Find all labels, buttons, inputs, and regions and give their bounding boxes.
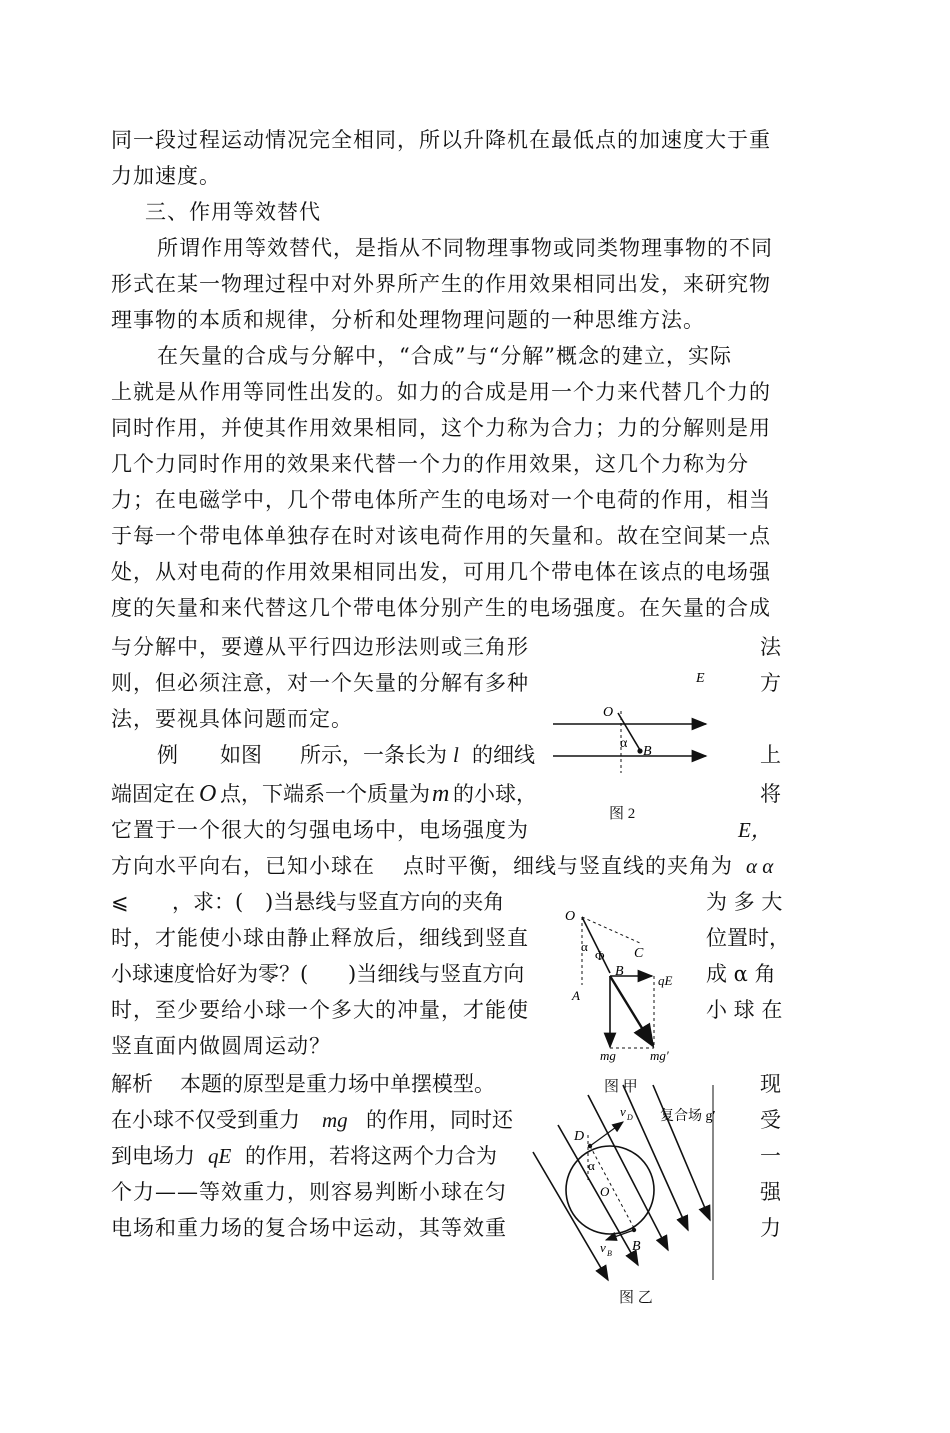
figure-yi bbox=[528, 1080, 728, 1290]
text-line-20-right: E， bbox=[738, 818, 772, 842]
text-line-27-right: 现 bbox=[760, 1072, 781, 1096]
text-line-18-c: 所示，一条长为 bbox=[300, 743, 447, 767]
var-qE: qE bbox=[208, 1144, 232, 1168]
figure-jia-caption: 图 甲 bbox=[604, 1079, 638, 1095]
label-B: B bbox=[643, 744, 652, 759]
vD-arrow bbox=[590, 1122, 623, 1146]
text-line-23: 时，才能使小球由静止释放后，细线到竖直 bbox=[111, 926, 529, 950]
text-line-12: 于每一个带电体单独存在时对该电荷作用的矢量和。故在空间某一点 bbox=[111, 524, 771, 548]
point-B bbox=[632, 1228, 636, 1232]
vB-arrow bbox=[606, 1230, 634, 1240]
text-line-7: 在矢量的合成与分解中，“合成”与“分解”概念的建立，实际 bbox=[157, 344, 732, 368]
text-line-20: 它置于一个很大的匀强电场中，电场强度为 bbox=[111, 818, 529, 842]
text-line-24-b: )当细线与竖直方向 bbox=[348, 962, 525, 986]
text-line-22-a: ⩽ bbox=[111, 890, 129, 914]
text-line-31: 电场和重力场的复合场中运动，其等效重 bbox=[111, 1216, 507, 1240]
text-line-24-a: 小球速度恰好为零？( bbox=[111, 962, 309, 986]
text-line-21-right: α α bbox=[746, 854, 774, 878]
text-line-4: 所谓作用等效替代，是指从不同物理事物或同类物理事物的不同 bbox=[157, 236, 773, 260]
text-line-27-b: 本题的原型是重力场中单摆模型。 bbox=[180, 1072, 495, 1096]
label-O: O bbox=[600, 1184, 610, 1199]
label-D: D bbox=[574, 1129, 585, 1144]
text-line-25-right: 小 球 在 bbox=[706, 998, 783, 1022]
text-line-16-right: 方 bbox=[760, 671, 781, 695]
text-line-13: 处，从对电荷的作用效果相同出发，可用几个带电体在该点的电场强 bbox=[111, 560, 771, 584]
text-line-24-right: 成 α 角 bbox=[706, 962, 776, 986]
analysis-label: 解析 bbox=[111, 1072, 153, 1096]
point-D bbox=[588, 1144, 592, 1148]
text-line-15: 与分解中，要遵从平行四边形法则或三角形 bbox=[111, 635, 529, 659]
text-line-19-c: 的小球， bbox=[453, 782, 537, 806]
diameter-dashed bbox=[590, 1146, 634, 1228]
label-B: B bbox=[632, 1239, 641, 1254]
text-line-29-a: 到电场力 bbox=[111, 1144, 195, 1168]
text-line-21-a: 方向水平向右，已知小球在 bbox=[111, 854, 375, 878]
text-line-1: 同一段过程运动情况完全相同，所以升降机在最低点的加速度大于重 bbox=[111, 128, 771, 152]
text-line-19-a: 端固定在 bbox=[111, 782, 195, 806]
text-line-30-right: 强 bbox=[760, 1180, 781, 1204]
ball bbox=[637, 748, 642, 753]
field-line-5 bbox=[653, 1085, 710, 1220]
text-line-31-right: 力 bbox=[760, 1216, 781, 1240]
dashed-OC bbox=[582, 917, 640, 943]
circular-path bbox=[566, 1146, 654, 1234]
text-line-11: 力；在电磁学中，几个带电体所产生的电场对一个电荷的作用，相当 bbox=[111, 488, 771, 512]
label-qE: qE bbox=[658, 973, 673, 988]
var-m: m bbox=[432, 781, 450, 807]
label-vB: v bbox=[600, 1240, 606, 1255]
label-alpha: α bbox=[620, 736, 628, 751]
figure-yi-caption: 图 乙 bbox=[619, 1290, 653, 1306]
text-line-16: 则，但必须注意，对一个矢量的分解有多种 bbox=[111, 671, 529, 695]
text-line-8: 上就是从作用等同性出发的。如力的合成是用一个力来代替几个力的 bbox=[111, 380, 771, 404]
label-E: E bbox=[696, 671, 705, 686]
label-vD-sub: D bbox=[627, 1113, 633, 1122]
text-line-6: 理事物的本质和规律，分析和处理物理问题的一种思维方法。 bbox=[111, 308, 705, 332]
text-line-5: 形式在某一物理过程中对外界所产生的作用效果相同出发，来研究物 bbox=[111, 272, 771, 296]
text-line-28-b: 的作用，同时还 bbox=[366, 1108, 513, 1132]
text-line-22-c: )当悬线与竖直方向的夹角 bbox=[265, 890, 505, 914]
text-line-23-right: 位置时， bbox=[706, 926, 790, 950]
text-line-19-b: 点，下端系一个质量为 bbox=[220, 782, 430, 806]
text-line-18-b: 如图 bbox=[220, 743, 262, 767]
text-line-22-b: ，求：( bbox=[172, 890, 244, 914]
label-field: 复合场 g′ bbox=[660, 1109, 716, 1124]
var-mg: mg bbox=[322, 1108, 348, 1132]
mgp-arrow bbox=[610, 976, 653, 1046]
var-O: O bbox=[199, 781, 217, 807]
label-alpha: α bbox=[581, 939, 588, 954]
text-line-22-right: 为 多 大 bbox=[706, 890, 783, 914]
text-line-28-right: 受 bbox=[760, 1108, 781, 1132]
label-mg: mg bbox=[600, 1048, 616, 1063]
label-vB-sub: B bbox=[607, 1249, 612, 1258]
text-line-19-right: 将 bbox=[760, 782, 781, 806]
text-line-29-b: 的作用，若将这两个力合为 bbox=[245, 1144, 497, 1168]
figure-2-caption: 图 2 bbox=[609, 806, 636, 822]
text-line-17: 法，要视具体问题而定。 bbox=[111, 707, 353, 731]
text-line-28-a: 在小球不仅受到重力 bbox=[111, 1108, 300, 1132]
label-B: B bbox=[615, 964, 624, 979]
label-C: C bbox=[634, 946, 644, 961]
label-O: O bbox=[565, 909, 576, 924]
text-line-2: 力加速度。 bbox=[111, 164, 221, 188]
text-line-18-right: 上 bbox=[760, 743, 781, 767]
text-line-30: 个力——等效重力，则容易判断小球在匀 bbox=[111, 1180, 507, 1204]
label-alpha: α bbox=[588, 1158, 595, 1173]
text-line-21-b: 点时平衡，细线与竖直线的夹角为 bbox=[403, 854, 733, 878]
text-line-18-d: 的细线 bbox=[472, 743, 535, 767]
text-line-10: 几个力同时作用的效果来代替一个力的作用效果，这几个力称为分 bbox=[111, 452, 749, 476]
label-vD: v bbox=[620, 1104, 626, 1119]
field-line-2 bbox=[558, 1125, 638, 1265]
text-line-9: 同时作用，并使其作用效果相同，这个力称为合力；力的分解则是用 bbox=[111, 416, 771, 440]
figure-jia bbox=[562, 905, 692, 1065]
var-l: l bbox=[453, 743, 459, 767]
text-line-15-right: 法 bbox=[760, 635, 781, 659]
label-O: O bbox=[603, 705, 614, 720]
section-heading: 三、作用等效替代 bbox=[145, 200, 321, 224]
label-phi: Φ bbox=[595, 948, 605, 963]
field-line-4 bbox=[623, 1085, 688, 1230]
label-mgp: mg′ bbox=[650, 1048, 669, 1063]
example-label: 例 bbox=[157, 743, 178, 767]
label-A: A bbox=[572, 988, 580, 1003]
text-line-29-right: 一 bbox=[760, 1144, 781, 1168]
text-line-25: 时，至少要给小球一个多大的冲量，才能使 bbox=[111, 998, 529, 1022]
text-line-14: 度的矢量和来代替这几个带电体分别产生的电场强度。在矢量的合成 bbox=[111, 596, 771, 620]
text-line-26: 竖直面内做圆周运动？ bbox=[111, 1034, 331, 1058]
